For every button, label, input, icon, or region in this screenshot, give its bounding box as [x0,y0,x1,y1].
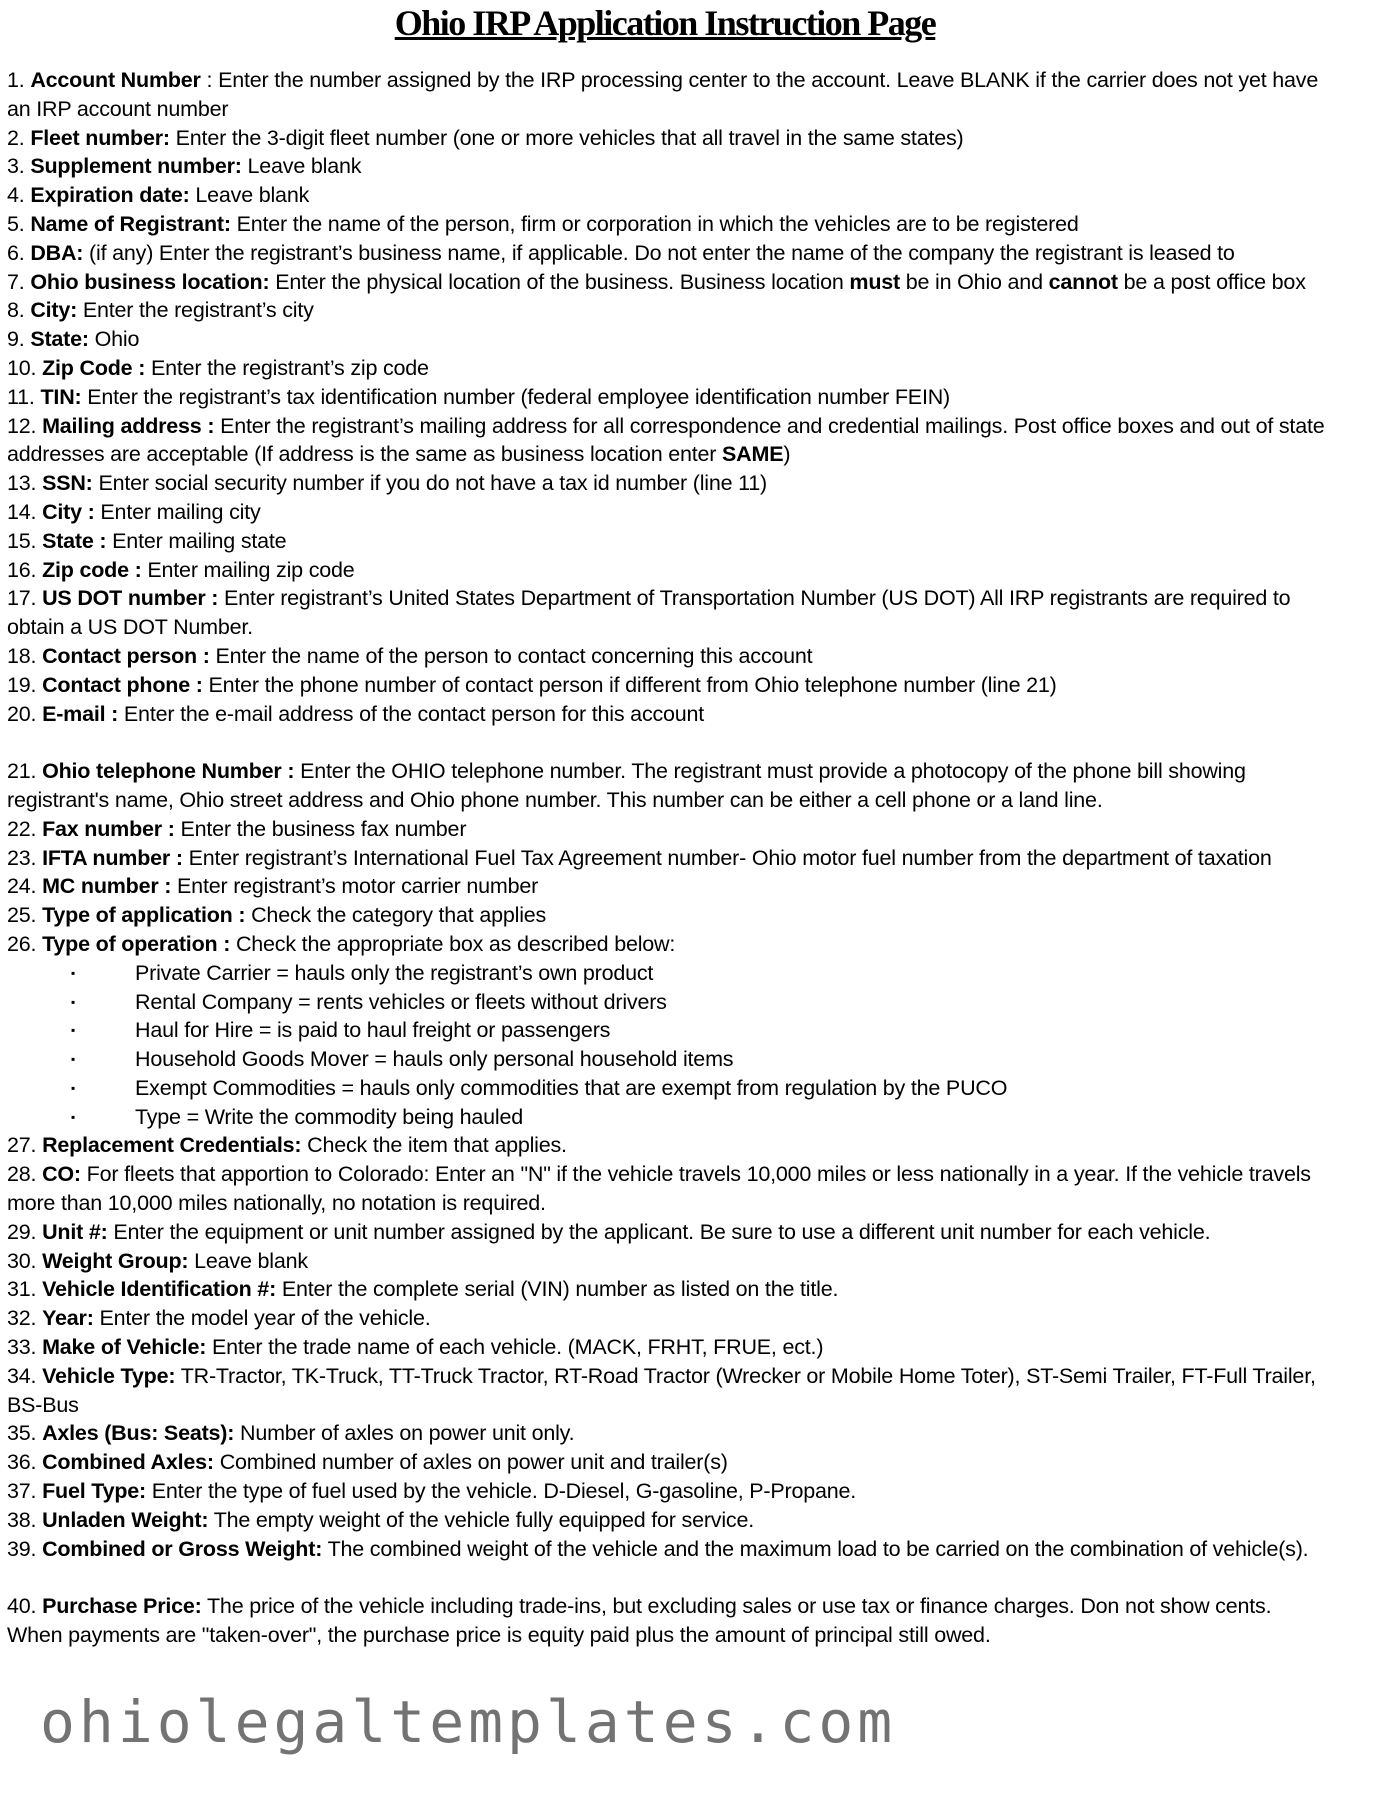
item-number: 7. [7,269,25,294]
item-number: 25. [7,903,37,928]
item-number: 13. [7,471,37,496]
item-label: TIN: [40,384,82,409]
item-number: 29. [7,1219,37,1244]
instruction-item [7,66,1327,124]
bullet-mark: ▪ [71,994,76,1009]
item-number: 1. [7,68,25,92]
item-label: CO: [42,1162,81,1187]
item-label: State : [42,528,107,553]
item-text: For fleets that apportion to Colorado: Enter an "N" if the vehicle travels 10,000 miles or less nationally in a year. If the vehicle travels more than 10,000 miles nationally, no notation is required. [7,1162,1311,1216]
item-label: City: [30,298,78,323]
instruction-item [7,354,1327,383]
item-number: 6. [7,240,25,265]
item-number: 12. [7,413,37,438]
bullet-mark: ▪ [71,965,76,980]
item-label: US DOT number : [42,586,219,611]
item-label: Mailing address : [42,413,215,438]
item-text: Enter social security number if you do not have a tax id number (line 11) [98,471,768,496]
item-label: Combined or Gross Weight: [42,1536,323,1561]
item-text: Enter the registrant’s tax identification number (federal employee identification number FEIN) [87,384,951,409]
item-label: Account Number [30,68,201,92]
item-number: 4. [7,183,25,208]
item-number: 8. [7,298,25,323]
item-emphasis: cannot [1048,269,1118,294]
item-text: Enter the 3-digit fleet number (one or more vehicles that all travel in the same states) [175,125,964,150]
item-number: 34. [7,1363,37,1388]
instruction-item [7,210,1327,239]
item-text: Enter registrant’s International Fuel Tax Agreement number- Ohio motor fuel number from the department of taxation [188,845,1272,870]
item-label: Ohio telephone Number : [42,759,295,784]
instruction-item [7,1448,1327,1477]
instruction-item [7,1333,1327,1362]
bullet-mark: ▪ [71,1109,76,1124]
instruction-item [7,325,1327,354]
spacer [7,1563,1327,1592]
item-text: Enter mailing city [100,499,261,524]
item-number: 5. [7,211,25,236]
item-number: 39. [7,1536,37,1561]
instruction-item [7,584,1327,642]
instruction-item [7,844,1327,873]
instruction-item [7,1247,1327,1276]
operation-type-item [7,1103,1327,1132]
bullet-text: Household Goods Mover = hauls only personal household items [135,1047,734,1072]
instruction-list [7,66,1327,1650]
item-label: Make of Vehicle: [42,1335,207,1360]
item-number: 30. [7,1248,37,1273]
instruction-item [7,1592,1327,1650]
instruction-item [7,671,1327,700]
item-number: 26. [7,931,37,956]
item-number: 18. [7,643,37,668]
instruction-item [7,152,1327,181]
item-number: 31. [7,1277,37,1302]
item-label: Year: [42,1306,94,1331]
instruction-item [7,1535,1327,1564]
item-label: Ohio business location: [30,269,270,294]
operation-type-item [7,1045,1327,1074]
item-number: 27. [7,1133,37,1158]
item-label: Axles (Bus: Seats): [42,1421,235,1446]
operation-type-item [7,988,1327,1017]
item-label: Fax number : [42,816,175,841]
item-number: 2. [7,125,25,150]
item-number: 33. [7,1335,37,1360]
instruction-item [7,1275,1327,1304]
item-label: Vehicle Type: [42,1363,176,1388]
instruction-item [7,124,1327,153]
bullet-mark: ▪ [71,1080,76,1095]
instruction-item [7,1160,1327,1218]
item-text: The combined weight of the vehicle and the maximum load to be carried on the combination of vehicle(s). [327,1536,1309,1561]
item-text: Number of axles on power unit only. [240,1421,575,1446]
item-label: Type of operation : [42,931,231,956]
item-number: 36. [7,1450,37,1475]
item-number: 35. [7,1421,37,1446]
instruction-item [7,296,1327,325]
item-number: 10. [7,355,37,380]
bullet-text: Private Carrier = hauls only the registrant’s own product [135,960,654,985]
item-label: Zip code : [42,557,142,582]
item-label: Zip Code : [42,355,146,380]
instruction-group-1 [7,66,1327,728]
instruction-item [7,1477,1327,1506]
item-label: Combined Axles: [42,1450,214,1475]
instruction-item [7,1506,1327,1535]
operation-type-item [7,959,1327,988]
item-separator: : [200,68,219,92]
item-text: Check the category that applies [251,903,547,928]
item-text: Enter the type of fuel used by the vehicle. D-Diesel, G-gasoline, P-Propane. [151,1479,857,1504]
item-text: TR-Tractor, TK-Truck, TT-Truck Tractor, RT-Road Tractor (Wrecker or Mobile Home Toter), ST-Semi Trailer, FT-Full Trailer, BS-Bus [7,1363,1316,1417]
item-text: Enter the registrant’s mailing address for all correspondence and credential mailings. Post office boxes and out of state addresses are acceptable (If address is the same as business location enter [7,413,1325,467]
item-text: Enter the trade name of each vehicle. (MACK, FRHT, FRUE, ect.) [211,1335,824,1360]
item-text: Enter the name of the person, firm or corporation in which the vehicles are to be registered [236,211,1079,236]
instruction-item [7,1362,1327,1420]
item-emphasis: SAME [722,442,784,467]
item-emphasis: must [849,269,900,294]
item-label: DBA: [30,240,84,265]
item-number: 38. [7,1507,37,1532]
item-label: Unladen Weight: [42,1507,209,1532]
bullet-text: Haul for Hire = is paid to haul freight or passengers [135,1018,611,1043]
item-number: 3. [7,154,25,179]
item-label: Unit #: [42,1219,108,1244]
item-text: Leave blank [247,154,362,179]
item-label: Weight Group: [42,1248,189,1273]
instruction-item [7,1304,1327,1333]
item-text: Enter the registrant’s city [82,298,314,323]
instruction-item [7,1218,1327,1247]
item-label: City : [42,499,95,524]
item-number: 9. [7,327,25,352]
item-text: Enter mailing zip code [147,557,355,582]
item-number: 23. [7,845,37,870]
item-number: 32. [7,1306,37,1331]
instruction-item [7,815,1327,844]
item-text: The price of the vehicle including trade-ins, but excluding sales or use tax or finance charges. Don not show cents. When payments are "taken-over", the purchase price is equity paid plus the amount of principal still owed. [7,1594,1272,1648]
watermark: ohiolegaltemplates.com [40,1688,897,1756]
instruction-item [7,412,1327,470]
instruction-item [7,930,1327,959]
item-text: Combined number of axles on power unit and trailer(s) [219,1450,728,1475]
item-text: Check the item that applies. [307,1133,567,1158]
item-text: Enter registrant’s motor carrier number [177,874,539,899]
instruction-item [7,268,1327,297]
bullet-mark: ▪ [71,1052,76,1067]
item-text: Enter the number assigned by the IRP processing center to the account. Leave BLANK if the carrier does not yet have an IRP account number [7,68,1319,121]
instruction-item [7,556,1327,585]
instruction-group-4 [7,1592,1327,1650]
bullet-text: Type = Write the commodity being hauled [135,1104,523,1129]
operation-type-item [7,1074,1327,1103]
item-text: Enter the model year of the vehicle. [99,1306,431,1331]
item-label: Type of application : [42,903,246,928]
item-number: 15. [7,528,37,553]
instruction-item [7,498,1327,527]
item-label: Vehicle Identification #: [42,1277,277,1302]
instruction-group-2 [7,757,1327,959]
item-label: MC number : [42,874,172,899]
item-label: Name of Registrant: [30,211,231,236]
item-label: SSN: [42,471,93,496]
item-label: Expiration date: [30,183,190,208]
instruction-item [7,1419,1327,1448]
page-title: Ohio IRP Application Instruction Page [394,3,936,43]
item-number: 17. [7,586,37,611]
instruction-item [7,757,1327,815]
item-label: Supplement number: [30,154,242,179]
bullet-text: Rental Company = rents vehicles or fleets without drivers [135,989,667,1014]
item-label: Contact person : [42,643,210,668]
item-text: Enter mailing state [112,528,287,553]
instruction-item [7,700,1327,729]
item-text: Enter the registrant’s zip code [150,355,429,380]
item-number: 24. [7,874,37,899]
instruction-item [7,383,1327,412]
item-text: The empty weight of the vehicle fully equipped for service. [213,1507,755,1532]
item-text: Enter the physical location of the business. Business location [275,269,844,294]
item-text: Enter the name of the person to contact concerning this account [215,643,813,668]
instruction-item [7,239,1327,268]
item-text: Enter the complete serial (VIN) number as listed on the title. [281,1277,839,1302]
item-number: 11. [7,384,35,409]
instruction-item [7,181,1327,210]
item-number: 19. [7,672,37,697]
item-text: Check the appropriate box as described below: [235,931,676,956]
item-number: 40. [7,1594,37,1619]
item-number: 14. [7,499,37,524]
item-label: Fuel Type: [42,1479,146,1504]
item-text: Enter the OHIO telephone number. The registrant must provide a photocopy of the phone bill showing registrant's name, Ohio street address and Ohio phone number. This number can be either a cell phone or a land line. [7,759,1246,812]
instruction-item [7,872,1327,901]
instruction-item [7,642,1327,671]
instruction-item [7,901,1327,930]
item-number: 22. [7,816,37,841]
item-label: E-mail : [42,701,119,726]
item-text: Ohio [94,327,140,352]
item-number: 28. [7,1162,37,1187]
item-text: Leave blank [195,183,310,208]
item-label: Contact phone : [42,672,203,697]
item-text: Enter the e-mail address of the contact person for this account [123,701,705,726]
instruction-group-3 [7,1131,1327,1563]
spacer [7,728,1327,757]
bullet-mark: ▪ [71,1023,76,1038]
item-label: IFTA number : [42,845,183,870]
item-label: Replacement Credentials: [42,1133,302,1158]
item-text: Enter the equipment or unit number assigned by the applicant. Be sure to use a different unit number for each vehicle. [113,1219,1211,1244]
item-text: Enter the business fax number [180,816,467,841]
item-text: Leave blank [194,1248,308,1273]
operation-type-list [7,959,1327,1132]
item-text: be in Ohio and [905,269,1043,294]
item-number: 16. [7,557,37,582]
item-text: Enter the phone number of contact person if different from Ohio telephone number (line 21) [208,672,1057,697]
item-label: State: [30,327,89,352]
item-label: Fleet number: [30,125,170,150]
item-text: (if any) Enter the registrant’s business name, if applicable. Do not enter the name of the company the registrant is leased to [89,240,1235,265]
instruction-item [7,469,1327,498]
bullet-text: Exempt Commodities = hauls only commodities that are exempt from regulation by the PUCO [135,1075,1008,1100]
item-number: 37. [7,1479,37,1504]
item-number: 20. [7,701,37,726]
item-label: Purchase Price: [42,1594,202,1619]
instruction-item [7,527,1327,556]
item-number: 21. [7,759,37,784]
instruction-item [7,1131,1327,1160]
item-text: be a post office box [1123,269,1306,294]
item-text: ) [783,442,791,467]
operation-type-item [7,1016,1327,1045]
item-text: Enter registrant’s United States Department of Transportation Number (US DOT) All IRP registrants are required to obtain a US DOT Number. [7,586,1291,640]
